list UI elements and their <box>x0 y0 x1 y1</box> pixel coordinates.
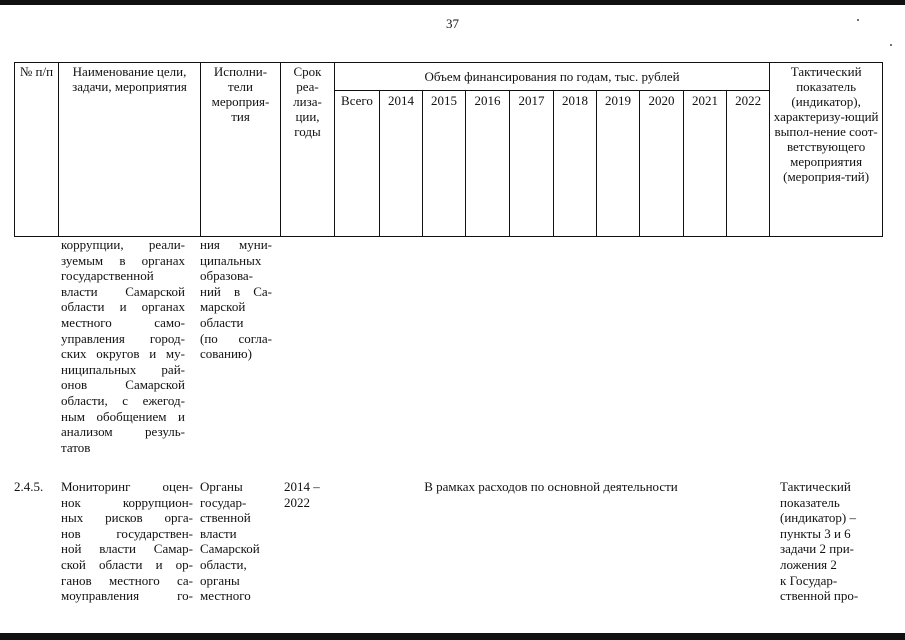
text-line: пункты 3 и 6 <box>780 525 851 541</box>
text-line: татов <box>61 439 91 455</box>
header-name: Наименование цели, задачи, мероприятия <box>59 63 201 237</box>
row-name-cell <box>61 479 193 604</box>
text-line: (по согла- <box>200 330 272 346</box>
header-year: 2014 <box>380 91 423 237</box>
text-line: ложения 2 <box>780 556 837 572</box>
text-line: местного само- <box>61 314 185 330</box>
text-line: ципальных <box>200 252 262 268</box>
text-line: 2014 – <box>284 479 320 494</box>
text-line: сованию) <box>200 346 252 362</box>
text-line: государственной <box>61 268 154 284</box>
header-indicator: Тактический показатель (индикатор), характеризу-ющий выпол-нение соот-ветствующего мероприятия (мероприя-тий) <box>770 63 883 237</box>
text-line: нов государствен- <box>61 525 193 541</box>
text-line: области и органах <box>61 299 185 315</box>
row-funding-text: В рамках расходов по основной деятельности <box>424 479 678 494</box>
text-line: марской <box>200 299 246 315</box>
header-year: 2022 <box>727 91 770 237</box>
text-line: ным обобщением и <box>61 408 185 424</box>
header-year: 2015 <box>423 91 466 237</box>
text-line: власти Самарской <box>61 283 185 299</box>
row-term-cell <box>284 479 336 510</box>
text-line: Мониторинг оцен- <box>61 479 193 494</box>
scan-bottom-border <box>0 633 905 640</box>
table-header <box>14 62 883 237</box>
header-num: № п/п <box>15 63 59 237</box>
text-line: ственной про- <box>780 588 859 604</box>
header-year: 2019 <box>597 91 640 237</box>
text-line: ных рисков орга- <box>61 510 193 526</box>
text-line: Тактический <box>780 479 851 494</box>
text-line: ниципальных рай- <box>61 361 185 377</box>
header-term: Срок реа-лиза-ции, годы <box>281 63 335 237</box>
header-year: 2018 <box>554 91 597 237</box>
text-line: к Государ- <box>780 572 838 588</box>
header-year: 2016 <box>466 91 510 237</box>
row-executor-cell <box>200 479 276 604</box>
text-line: ний в Са- <box>200 283 272 299</box>
text-line: ной власти Самар- <box>61 541 193 557</box>
row-indicator-cell <box>780 479 884 604</box>
header-executor: Исполни-тели мероприя-тия <box>201 63 281 237</box>
scan-speck <box>890 44 892 46</box>
header-total: Всего <box>335 91 380 237</box>
header-funding: Объем финансирования по годам, тыс. рублей <box>335 63 770 91</box>
row-number: 2.4.5. <box>14 479 44 494</box>
scan-speck <box>857 19 859 21</box>
text-line: ганов местного са- <box>61 572 193 588</box>
text-line: области, <box>200 556 247 572</box>
text-line: (индикатор) – <box>780 510 856 526</box>
text-line: задачи 2 при- <box>780 541 855 557</box>
cont-name-cell <box>61 237 185 455</box>
text-line: анализом резуль- <box>61 424 185 440</box>
text-line: коррупции, реали- <box>61 237 185 252</box>
text-line: местного <box>200 588 251 604</box>
text-line: ских округов и му- <box>61 346 185 362</box>
text-line: ственной <box>200 510 251 526</box>
text-line: управления город- <box>61 330 185 346</box>
text-line: 2022 <box>284 494 310 510</box>
text-line: ской области и ор- <box>61 556 193 572</box>
text-line: власти <box>200 525 237 541</box>
header-year: 2021 <box>684 91 727 237</box>
text-line: области, с ежегод- <box>61 392 185 408</box>
text-line: Органы <box>200 479 243 494</box>
text-line: нок коррупцион- <box>61 494 193 510</box>
text-line: показатель <box>780 494 840 510</box>
scan-top-border <box>0 0 905 5</box>
text-line: зуемым в органах <box>61 252 185 268</box>
header-year: 2017 <box>510 91 554 237</box>
text-line: государ- <box>200 494 247 510</box>
text-line: Самарской <box>200 541 260 557</box>
header-year: 2020 <box>640 91 684 237</box>
text-line: области <box>200 314 244 330</box>
text-line: органы <box>200 572 240 588</box>
text-line: ния муни- <box>200 237 272 252</box>
cont-executor-cell <box>200 237 272 362</box>
text-line: моуправления го- <box>61 588 193 604</box>
text-line: онов Самарской <box>61 377 185 393</box>
text-line: образова- <box>200 268 254 284</box>
page-number: 37 <box>446 16 459 31</box>
